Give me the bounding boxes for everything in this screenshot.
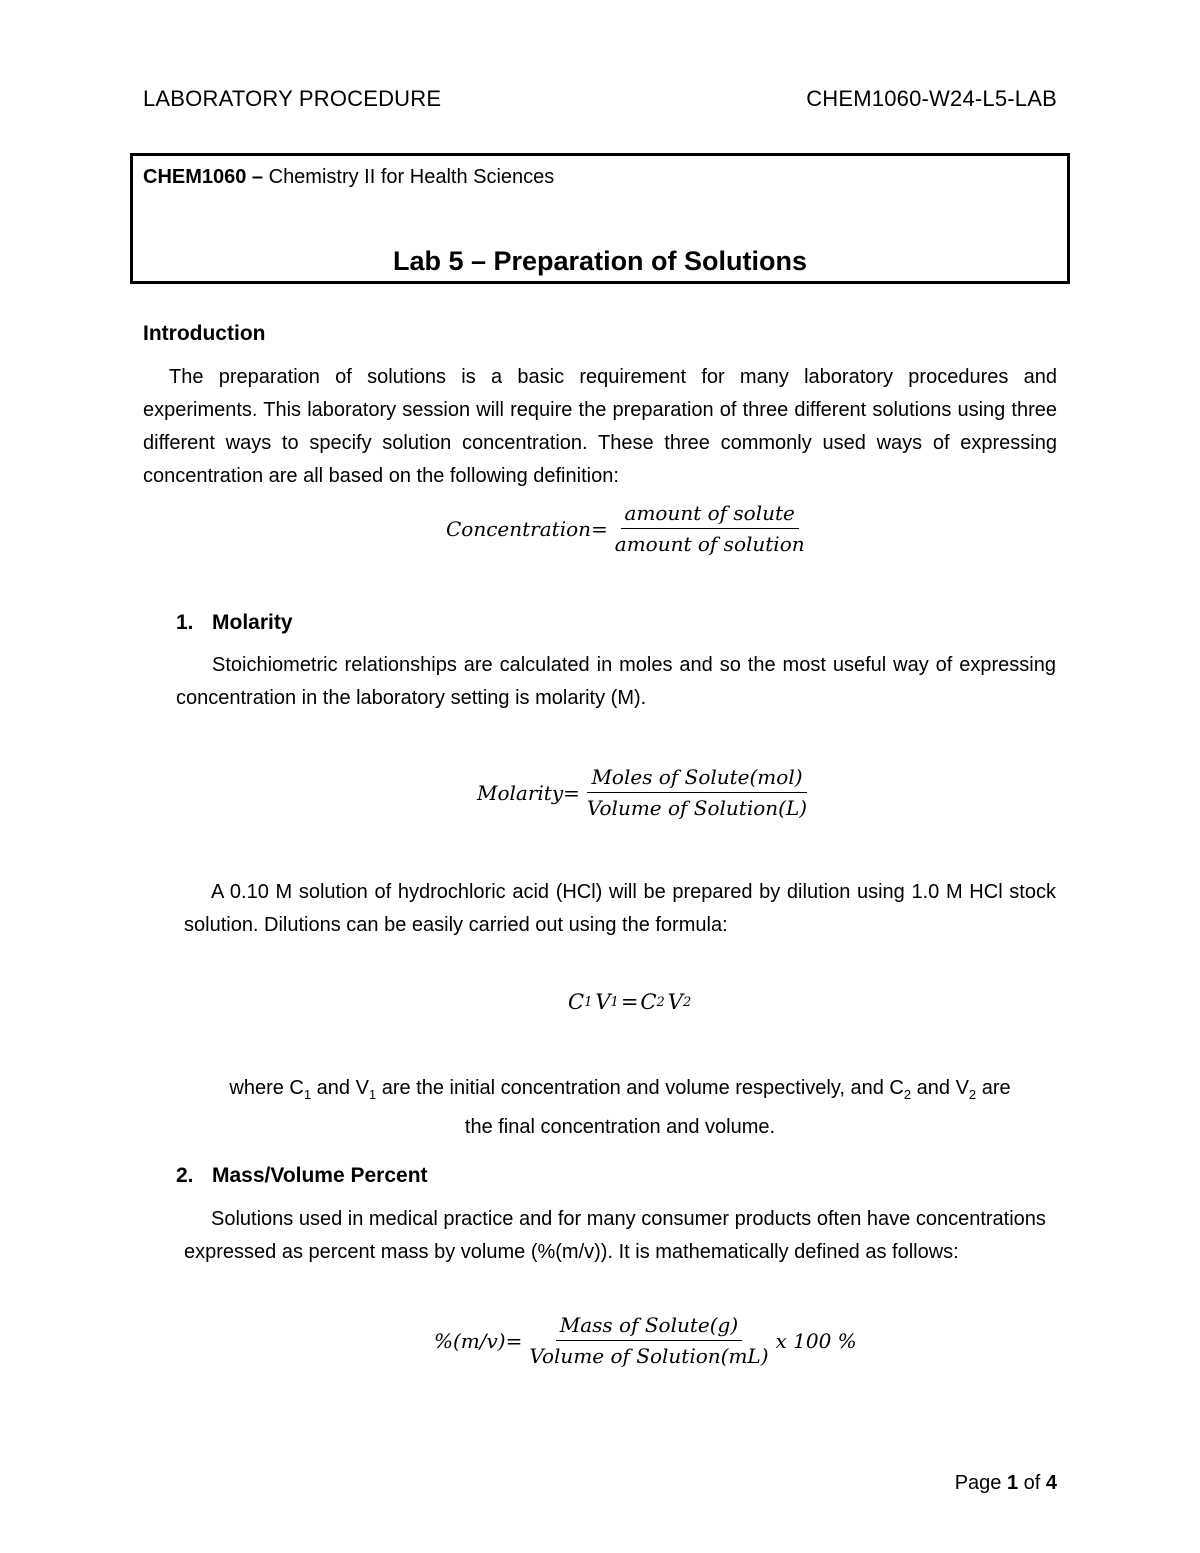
eq-lhs: Molarity bbox=[477, 780, 564, 805]
eq-denominator: amount of solution bbox=[614, 532, 805, 556]
course-code: CHEM1060 – bbox=[143, 166, 264, 188]
concentration-equation: Concentration = $\frac{\text{amount of solute}}{\text{amount of solution}}$ bbox=[446, 500, 812, 557]
eq-lhs: %(m/v) bbox=[434, 1328, 506, 1353]
massvol-number: 2. bbox=[176, 1164, 194, 1187]
eq-tail: x 100 % bbox=[775, 1328, 857, 1353]
intro-paragraph: The preparation of solutions is a basic requirement for many laboratory procedures and experiments. This laboratory session will require the preparation of three different solutions using three different ways to specify solution concentration. These three commonly used ways of expressing concentration are all based on the following definition: bbox=[143, 366, 1057, 487]
intro-heading: Introduction bbox=[143, 322, 266, 345]
header-right: CHEM1060-W24-L5-LAB bbox=[806, 86, 1057, 111]
eq-denominator: Volume of Solution(L) bbox=[586, 796, 808, 820]
page-total: 4 bbox=[1045, 1472, 1057, 1494]
molarity-heading: Molarity bbox=[212, 611, 293, 634]
molarity-number: 1. bbox=[176, 611, 194, 634]
header-left: LABORATORY PROCEDURE bbox=[143, 86, 442, 111]
eq-lhs: Concentration bbox=[446, 516, 592, 541]
page-footer: Page 1 of 4 bbox=[954, 1472, 1057, 1494]
dilution-equation: C 1 V 1 = C 2 V 2 bbox=[568, 990, 692, 1014]
molarity-equation: Molarity = $\frac{\text{Moles of Solute(mol)}}{\text{Volume of Solution(L)}}$ bbox=[477, 764, 814, 821]
course-line bbox=[143, 166, 554, 189]
page-number: 1 bbox=[1006, 1472, 1019, 1494]
eq-numerator: Mass of Solute(g) bbox=[556, 1312, 742, 1341]
massvol-equation: %(m/v) = $\frac{\text{Mass of Solute(g)}}{\text{Volume of Solution(mL)}}$ x 100 % bbox=[434, 1313, 857, 1368]
molarity-paragraph: Stoichiometric relationships are calculated in moles and so the most useful way of expressing concentration in the laboratory setting is molarity (M). bbox=[176, 654, 1056, 709]
eq-denominator: Volume of Solution(mL) bbox=[529, 1344, 769, 1368]
massvol-heading: Mass/Volume Percent bbox=[212, 1164, 428, 1187]
dilution-paragraph: A 0.10 M solution of hydrochloric acid (HCl) will be prepared by dilution using 1.0 M HCl stock solution. Dilutions can be easily carried out using the formula: bbox=[184, 881, 1056, 936]
course-name: Chemistry II for Health Sciences bbox=[263, 166, 555, 188]
eq-numerator: Moles of Solute(mol) bbox=[587, 764, 806, 793]
massvol-paragraph: Solutions used in medical practice and for many consumer products often have concentrations expressed as percent mass by volume (%(m/v)). It is mathematically defined as follows: bbox=[184, 1208, 1046, 1263]
title-box bbox=[130, 153, 1070, 284]
where-paragraph: where $C_1$ and $V_1$ are the initial concentration and volume respectively, and $C_2$ and $V_2$ are the final concentration and volume. bbox=[229, 1077, 1011, 1138]
eq-numerator: amount of solute bbox=[621, 500, 799, 529]
lab-title: Lab 5 – Preparation of Solutions bbox=[392, 246, 808, 276]
